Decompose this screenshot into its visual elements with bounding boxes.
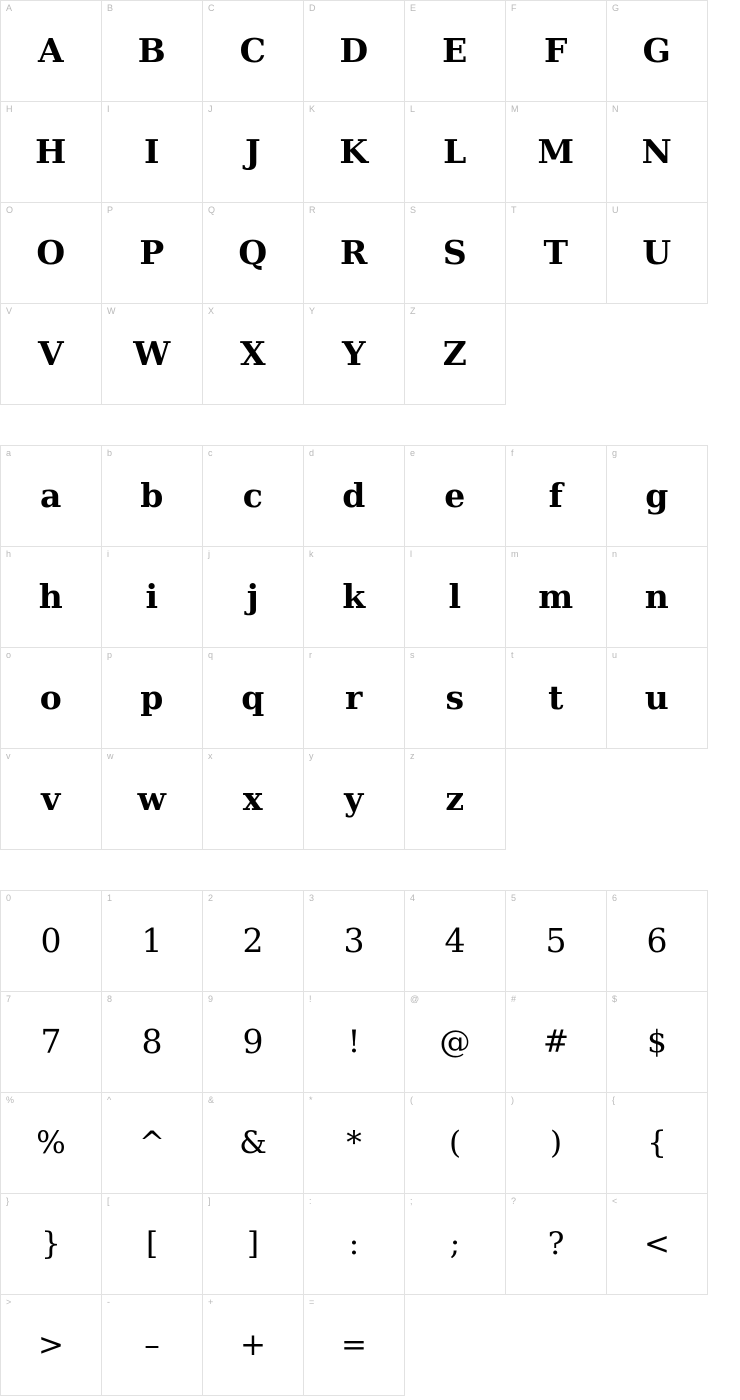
char-code-label: ] xyxy=(208,1196,211,1206)
char-code-label: J xyxy=(208,104,213,114)
charmap-cell[interactable] xyxy=(102,102,203,203)
char-glyph: b xyxy=(140,476,164,515)
char-code-label: r xyxy=(309,650,312,660)
char-code-label: d xyxy=(309,448,315,458)
char-code-label: c xyxy=(208,448,213,458)
charmap-cell[interactable] xyxy=(203,1194,304,1295)
charmap-cell[interactable] xyxy=(203,446,304,547)
charmap-cell[interactable] xyxy=(102,891,203,992)
char-code-label: F xyxy=(511,3,517,13)
charmap-cell[interactable] xyxy=(102,304,203,405)
charmap-cell[interactable] xyxy=(304,102,405,203)
charmap-row xyxy=(1,446,708,547)
char-glyph: [ xyxy=(145,1226,159,1262)
char-code-label: R xyxy=(309,205,316,215)
char-code-label: @ xyxy=(410,994,420,1004)
char-glyph: r xyxy=(345,678,363,717)
char-glyph: 7 xyxy=(40,1022,62,1061)
charmap-cell[interactable] xyxy=(203,648,304,749)
charmap-cell[interactable] xyxy=(506,1093,607,1194)
char-glyph: N xyxy=(641,132,673,171)
char-code-label: 0 xyxy=(6,893,12,903)
char-code-label: $ xyxy=(612,994,618,1004)
section-divider xyxy=(0,850,740,890)
char-glyph: T xyxy=(543,233,569,272)
char-glyph: % xyxy=(36,1125,66,1161)
charmap-cell-empty xyxy=(506,749,607,850)
charmap-cell[interactable] xyxy=(203,203,304,304)
char-code-label: 8 xyxy=(107,994,113,1004)
char-glyph: & xyxy=(239,1125,267,1161)
charmap-cell[interactable] xyxy=(607,891,708,992)
charmap-cell-empty xyxy=(405,1295,506,1396)
char-glyph: ] xyxy=(246,1226,260,1262)
charmap-cell[interactable] xyxy=(1,749,102,850)
charmap-cell[interactable] xyxy=(506,102,607,203)
charmap-cell[interactable] xyxy=(607,1,708,102)
char-code-label: z xyxy=(410,751,415,761)
char-code-label: q xyxy=(208,650,214,660)
char-code-label: : xyxy=(309,1196,312,1206)
char-code-label: { xyxy=(612,1095,616,1105)
charmap-cell[interactable] xyxy=(203,891,304,992)
charmap-cell-empty xyxy=(607,749,708,850)
char-glyph: # xyxy=(543,1024,569,1060)
charmap-cell[interactable] xyxy=(304,304,405,405)
char-code-label: ? xyxy=(511,1196,517,1206)
char-glyph: A xyxy=(37,31,65,70)
char-code-label: p xyxy=(107,650,113,660)
char-code-label: y xyxy=(309,751,314,761)
charmap-cell[interactable] xyxy=(405,1194,506,1295)
char-code-label: x xyxy=(208,751,213,761)
char-code-label: k xyxy=(309,549,314,559)
char-glyph: z xyxy=(445,779,465,818)
char-glyph: p xyxy=(140,678,164,717)
char-glyph: @ xyxy=(439,1024,471,1060)
charmap-row xyxy=(1,203,708,304)
char-glyph: y xyxy=(344,779,364,818)
charmap-cell[interactable] xyxy=(102,749,203,850)
charmap-cell[interactable] xyxy=(304,1295,405,1396)
charmap-cell[interactable] xyxy=(607,1093,708,1194)
char-glyph: P xyxy=(139,233,165,272)
charmap-cell[interactable] xyxy=(607,203,708,304)
charmap-cell[interactable] xyxy=(405,446,506,547)
charmap-cell[interactable] xyxy=(304,648,405,749)
charmap-cell[interactable] xyxy=(1,1,102,102)
charmap-cell[interactable] xyxy=(1,102,102,203)
char-glyph: 3 xyxy=(343,921,365,960)
charmap-cell[interactable] xyxy=(203,1,304,102)
char-glyph: > xyxy=(38,1327,64,1363)
char-code-label: 9 xyxy=(208,994,214,1004)
char-code-label: Y xyxy=(309,306,316,316)
charmap-cell[interactable] xyxy=(304,891,405,992)
char-glyph: m xyxy=(538,577,574,616)
charmap-cell[interactable] xyxy=(1,891,102,992)
charmap-cell[interactable] xyxy=(304,1,405,102)
charmap-cell[interactable] xyxy=(405,1093,506,1194)
char-glyph: S xyxy=(442,233,468,272)
char-code-label: [ xyxy=(107,1196,110,1206)
char-glyph: 8 xyxy=(141,1022,163,1061)
charmap-row xyxy=(1,749,708,850)
charmap-cell[interactable] xyxy=(203,992,304,1093)
char-code-label: u xyxy=(612,650,618,660)
char-code-label: ! xyxy=(309,994,312,1004)
char-code-label: * xyxy=(309,1095,313,1105)
char-code-label: ) xyxy=(511,1095,514,1105)
charmap-cell[interactable] xyxy=(405,648,506,749)
char-code-label: G xyxy=(612,3,620,13)
char-glyph: a xyxy=(40,476,62,515)
charmap-cell[interactable] xyxy=(203,749,304,850)
char-glyph: c xyxy=(242,476,264,515)
charmap-row xyxy=(1,1295,708,1396)
char-code-label: v xyxy=(6,751,11,761)
char-glyph: ( xyxy=(448,1125,462,1161)
charmap-cell[interactable] xyxy=(405,547,506,648)
char-glyph: k xyxy=(342,577,366,616)
char-glyph: t xyxy=(548,678,564,717)
charmap-cell[interactable] xyxy=(1,1194,102,1295)
charmap-cell[interactable] xyxy=(405,102,506,203)
char-glyph: f xyxy=(548,476,564,515)
char-glyph: = xyxy=(341,1327,367,1363)
char-code-label: M xyxy=(511,104,519,114)
char-code-label: O xyxy=(6,205,14,215)
charmap-cell[interactable] xyxy=(102,203,203,304)
char-code-label: a xyxy=(6,448,12,458)
char-glyph: L xyxy=(443,132,467,171)
char-glyph: M xyxy=(537,132,575,171)
charmap-cell[interactable] xyxy=(1,648,102,749)
charmap-cell[interactable] xyxy=(506,891,607,992)
char-glyph: o xyxy=(39,678,63,717)
char-code-label: I xyxy=(107,104,110,114)
charmap-cell[interactable] xyxy=(102,547,203,648)
charmap-cell[interactable] xyxy=(506,648,607,749)
char-code-label: - xyxy=(107,1297,110,1307)
char-code-label: K xyxy=(309,104,316,114)
char-code-label: = xyxy=(309,1297,315,1307)
charmap-cell[interactable] xyxy=(506,992,607,1093)
char-code-label: B xyxy=(107,3,114,13)
charmap-section-lowercase xyxy=(0,445,708,850)
charmap-cell[interactable] xyxy=(102,1,203,102)
char-code-label: w xyxy=(107,751,114,761)
char-code-label: H xyxy=(6,104,13,114)
char-glyph: d xyxy=(342,476,366,515)
charmap-cell-empty xyxy=(607,304,708,405)
charmap-cell[interactable] xyxy=(1,446,102,547)
char-code-label: n xyxy=(612,549,618,559)
char-glyph: u xyxy=(644,678,670,717)
char-code-label: C xyxy=(208,3,215,13)
char-glyph: : xyxy=(348,1226,360,1262)
char-glyph: n xyxy=(644,577,670,616)
char-glyph: h xyxy=(38,577,64,616)
char-glyph: w xyxy=(137,779,167,818)
char-code-label: 4 xyxy=(410,893,416,903)
char-code-label: W xyxy=(107,306,116,316)
char-glyph: g xyxy=(645,476,669,515)
charmap-cell[interactable] xyxy=(506,547,607,648)
char-code-label: ^ xyxy=(107,1095,112,1105)
charmap-cell[interactable] xyxy=(1,1093,102,1194)
charmap-row xyxy=(1,547,708,648)
char-glyph: I xyxy=(144,132,160,171)
charmap-row xyxy=(1,304,708,405)
charmap-cell[interactable] xyxy=(102,446,203,547)
char-code-label: b xyxy=(107,448,113,458)
charmap-cell[interactable] xyxy=(102,648,203,749)
charmap-cell-empty xyxy=(607,1295,708,1396)
charmap-cell[interactable] xyxy=(304,1194,405,1295)
charmap-cell[interactable] xyxy=(607,102,708,203)
char-code-label: ( xyxy=(410,1095,413,1105)
charmap-cell[interactable] xyxy=(607,1194,708,1295)
charmap-cell[interactable] xyxy=(304,547,405,648)
char-glyph: q xyxy=(241,678,265,717)
charmap-cell[interactable] xyxy=(506,1194,607,1295)
char-glyph: Q xyxy=(238,233,268,272)
char-code-label: o xyxy=(6,650,12,660)
charmap-cell[interactable] xyxy=(102,1093,203,1194)
charmap-cell[interactable] xyxy=(405,304,506,405)
charmap-cell-empty xyxy=(506,304,607,405)
char-glyph: ; xyxy=(449,1226,461,1262)
char-glyph: v xyxy=(41,779,61,818)
char-glyph: 6 xyxy=(646,921,668,960)
char-code-label: Z xyxy=(410,306,416,316)
charmap-cell[interactable] xyxy=(203,102,304,203)
char-glyph: D xyxy=(339,31,369,70)
char-code-label: > xyxy=(6,1297,12,1307)
charmap-cell[interactable] xyxy=(607,547,708,648)
char-glyph: H xyxy=(35,132,67,171)
char-code-label: s xyxy=(410,650,415,660)
char-code-label: l xyxy=(410,549,412,559)
char-code-label: D xyxy=(309,3,316,13)
char-code-label: U xyxy=(612,205,619,215)
char-code-label: g xyxy=(612,448,618,458)
char-glyph: J xyxy=(244,132,262,171)
char-glyph: x xyxy=(242,779,264,818)
char-code-label: E xyxy=(410,3,417,13)
charmap-cell[interactable] xyxy=(304,203,405,304)
char-glyph: X xyxy=(239,334,267,373)
charmap-cell[interactable] xyxy=(607,446,708,547)
char-glyph: ! xyxy=(347,1024,361,1060)
char-code-label: + xyxy=(208,1297,214,1307)
charmap-cell[interactable] xyxy=(1,992,102,1093)
char-glyph: { xyxy=(647,1125,667,1161)
char-glyph: E xyxy=(442,31,468,70)
charmap-cell[interactable] xyxy=(1,547,102,648)
charmap-cell[interactable] xyxy=(203,304,304,405)
char-glyph: 4 xyxy=(444,921,466,960)
char-code-label: N xyxy=(612,104,619,114)
char-glyph: B xyxy=(137,31,167,70)
char-glyph: V xyxy=(37,334,65,373)
charmap-row xyxy=(1,1194,708,1295)
charmap-cell[interactable] xyxy=(304,446,405,547)
char-glyph: 1 xyxy=(141,921,163,960)
char-glyph: – xyxy=(144,1327,160,1363)
char-code-label: j xyxy=(208,549,210,559)
charmap-cell[interactable] xyxy=(506,203,607,304)
char-glyph: U xyxy=(642,233,672,272)
char-code-label: T xyxy=(511,205,517,215)
section-divider xyxy=(0,405,740,445)
charmap-cell[interactable] xyxy=(203,1295,304,1396)
char-code-label: % xyxy=(6,1095,15,1105)
char-glyph: C xyxy=(239,31,267,70)
char-glyph: } xyxy=(41,1226,61,1262)
char-code-label: P xyxy=(107,205,114,215)
char-glyph: K xyxy=(339,132,369,171)
char-glyph: i xyxy=(145,577,159,616)
charmap-cell[interactable] xyxy=(506,446,607,547)
charmap-cell[interactable] xyxy=(405,1,506,102)
charmap-row xyxy=(1,648,708,749)
char-glyph: ? xyxy=(547,1226,565,1262)
char-code-label: & xyxy=(208,1095,215,1105)
char-glyph: W xyxy=(133,334,171,373)
charmap-section-uppercase xyxy=(0,0,708,405)
charmap-cell[interactable] xyxy=(203,547,304,648)
charmap-cell[interactable] xyxy=(102,1295,203,1396)
charmap-cell[interactable] xyxy=(304,992,405,1093)
char-glyph: s xyxy=(445,678,465,717)
char-glyph: F xyxy=(544,31,568,70)
char-glyph: Y xyxy=(341,334,367,373)
char-code-label: m xyxy=(511,549,519,559)
char-code-label: 1 xyxy=(107,893,113,903)
char-glyph: 2 xyxy=(242,921,264,960)
char-code-label: V xyxy=(6,306,13,316)
char-code-label: 5 xyxy=(511,893,517,903)
charmap-cell[interactable] xyxy=(304,749,405,850)
char-glyph: 9 xyxy=(242,1022,264,1061)
char-glyph: ^ xyxy=(139,1125,165,1161)
char-glyph: G xyxy=(642,31,672,70)
char-glyph: + xyxy=(240,1327,266,1363)
char-code-label: f xyxy=(511,448,514,458)
char-code-label: i xyxy=(107,549,109,559)
char-glyph: Z xyxy=(442,334,468,373)
char-code-label: 7 xyxy=(6,994,12,1004)
char-glyph: j xyxy=(246,577,260,616)
char-glyph: e xyxy=(444,476,466,515)
charmap-cell[interactable] xyxy=(304,1093,405,1194)
charmap-cell[interactable] xyxy=(405,992,506,1093)
charmap-cell[interactable] xyxy=(203,1093,304,1194)
char-glyph: 0 xyxy=(40,921,62,960)
char-code-label: 6 xyxy=(612,893,618,903)
char-code-label: Q xyxy=(208,205,216,215)
char-glyph: < xyxy=(644,1226,670,1262)
charmap-cell[interactable] xyxy=(405,749,506,850)
char-code-label: # xyxy=(511,994,517,1004)
char-code-label: < xyxy=(612,1196,618,1206)
char-glyph: 5 xyxy=(545,921,567,960)
char-code-label: L xyxy=(410,104,416,114)
char-code-label: 2 xyxy=(208,893,214,903)
charmap-row xyxy=(1,992,708,1093)
charmap-row xyxy=(1,1,708,102)
charmap-cell[interactable] xyxy=(102,992,203,1093)
char-code-label: A xyxy=(6,3,13,13)
charmap-cell[interactable] xyxy=(405,203,506,304)
char-glyph: ) xyxy=(549,1125,563,1161)
char-code-label: S xyxy=(410,205,417,215)
char-code-label: ; xyxy=(410,1196,413,1206)
char-glyph: $ xyxy=(647,1024,667,1060)
char-glyph: * xyxy=(346,1125,362,1161)
charmap-row xyxy=(1,1093,708,1194)
char-code-label: X xyxy=(208,306,215,316)
charmap-cell[interactable] xyxy=(607,992,708,1093)
charmap-cell[interactable] xyxy=(1,1295,102,1396)
char-glyph: l xyxy=(448,577,462,616)
charmap-cell[interactable] xyxy=(1,203,102,304)
char-glyph: O xyxy=(36,233,66,272)
charmap-row xyxy=(1,102,708,203)
char-code-label: 3 xyxy=(309,893,315,903)
charmap-cell[interactable] xyxy=(506,1,607,102)
charmap-cell[interactable] xyxy=(607,648,708,749)
char-glyph: R xyxy=(340,233,368,272)
char-code-label: h xyxy=(6,549,12,559)
charmap-cell-empty xyxy=(506,1295,607,1396)
char-code-label: t xyxy=(511,650,514,660)
charmap-section-digits-and-symbols xyxy=(0,890,708,1396)
charmap-cell[interactable] xyxy=(102,1194,203,1295)
char-code-label: } xyxy=(6,1196,10,1206)
charmap-cell[interactable] xyxy=(405,891,506,992)
char-code-label: e xyxy=(410,448,416,458)
charmap-row xyxy=(1,891,708,992)
charmap-cell[interactable] xyxy=(1,304,102,405)
